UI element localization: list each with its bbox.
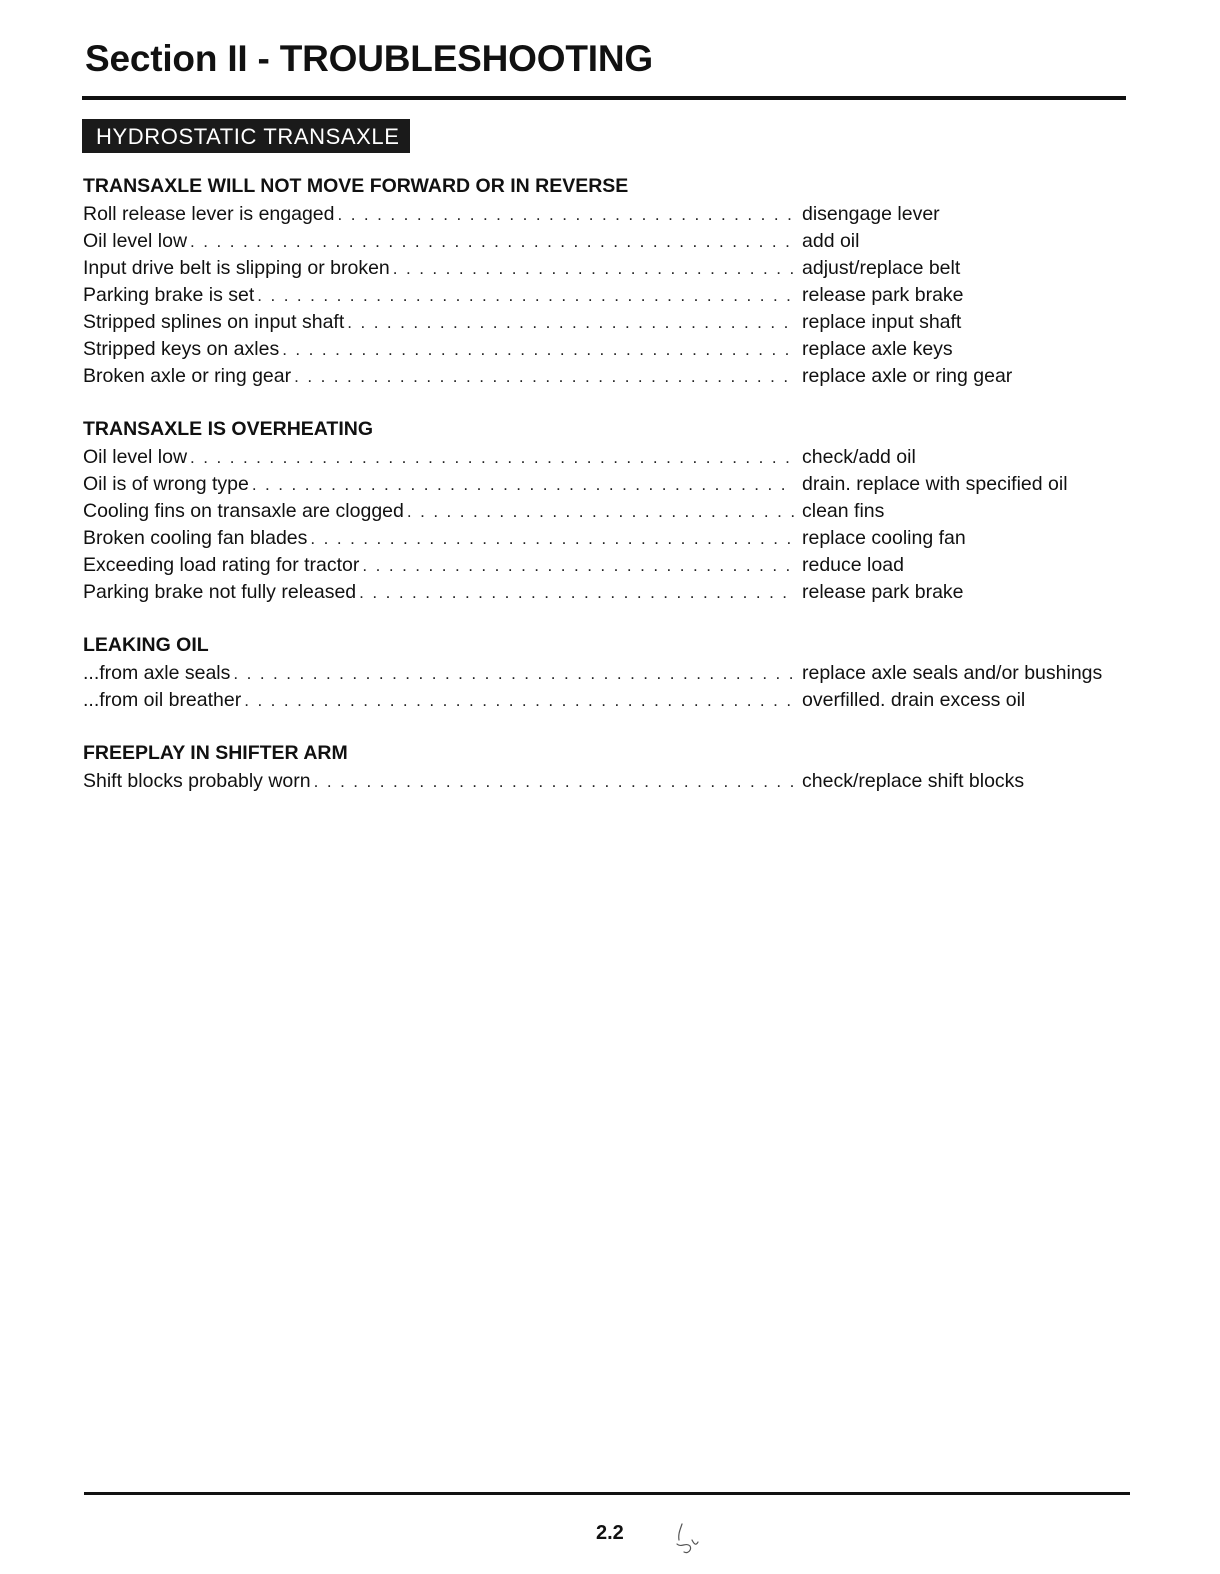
solution-text: overfilled. drain excess oil [802,689,1026,711]
solution-text: check/replace shift blocks [802,770,1025,792]
trouble-row [83,309,1143,336]
dot-leader [311,768,795,795]
dot-leader [254,282,795,309]
problem-text: Broken axle or ring gear [83,365,292,387]
problem-text: Roll release lever is engaged [83,203,335,225]
solution-text: check/add oil [802,446,916,468]
solution-text: adjust/replace belt [802,257,961,279]
trouble-row [83,552,1143,579]
trouble-row [83,579,1143,606]
trouble-row [83,687,1143,714]
solution-text: reduce load [802,554,904,576]
dot-leader [279,336,795,363]
problem-text: Exceeding load rating for tractor [83,554,360,576]
dot-leader [307,525,795,552]
group-heading: TRANSAXLE IS OVERHEATING [83,418,373,440]
problem-text: Stripped splines on input shaft [83,311,345,333]
trouble-row [83,282,1143,309]
trouble-row [83,768,1143,795]
solution-text: release park brake [802,581,964,603]
dot-leader [249,471,795,498]
problem-text: ...from axle seals [83,662,231,684]
solution-text: release park brake [802,284,964,306]
handwritten-mark-icon [672,1522,702,1558]
trouble-row [83,660,1143,687]
section-banner: HYDROSTATIC TRANSAXLE [82,119,410,153]
dot-leader [390,255,795,282]
trouble-row [83,471,1143,498]
solution-text: replace input shaft [802,311,962,333]
problem-text: Parking brake not fully released [83,581,357,603]
dot-leader [334,201,795,228]
solution-text: replace axle keys [802,338,953,360]
problem-text: ...from oil breather [83,689,242,711]
dot-leader [291,363,795,390]
dot-leader [344,309,795,336]
trouble-group-no-movement [83,173,1143,390]
page-title: Section II - TROUBLESHOOTING [85,38,653,79]
footer-divider [84,1492,1130,1495]
dot-leader [230,660,795,687]
dot-leader [187,444,795,471]
title-divider [82,96,1126,100]
problem-text: Parking brake is set [83,284,255,306]
group-heading: LEAKING OIL [83,634,209,656]
solution-text: drain. replace with specified oil [802,473,1068,495]
problem-text: Stripped keys on axles [83,338,280,360]
problem-text: Broken cooling fan blades [83,527,308,549]
problem-text: Oil level low [83,446,188,468]
trouble-group-leaking-oil [83,632,1143,714]
solution-text: replace axle seals and/or bushings [802,662,1103,684]
group-heading: TRANSAXLE WILL NOT MOVE FORWARD OR IN REVERSE [83,175,629,197]
trouble-row [83,336,1143,363]
trouble-row [83,444,1143,471]
trouble-row [83,228,1143,255]
trouble-group-shifter-freeplay [83,740,1143,795]
problem-text: Shift blocks probably worn [83,770,311,792]
solution-text: add oil [802,230,860,252]
dot-leader [356,579,795,606]
trouble-row [83,498,1143,525]
solution-text: disengage lever [802,203,940,225]
trouble-row [83,201,1143,228]
solution-text: replace cooling fan [802,527,966,549]
troubleshooting-table [83,173,1143,821]
trouble-row [83,255,1143,282]
group-heading: FREEPLAY IN SHIFTER ARM [83,742,348,764]
dot-leader [241,687,795,714]
problem-text: Input drive belt is slipping or broken [83,257,390,279]
problem-text: Oil is of wrong type [83,473,249,495]
dot-leader [187,228,795,255]
trouble-group-overheating [83,416,1143,606]
page-number: 2.2 [596,1522,624,1544]
problem-text: Cooling fins on transaxle are clogged [83,500,404,522]
problem-text: Oil level low [83,230,188,252]
trouble-row [83,525,1143,552]
solution-text: replace axle or ring gear [802,365,1013,387]
solution-text: clean fins [802,500,885,522]
dot-leader [359,552,795,579]
dot-leader [404,498,795,525]
trouble-row [83,363,1143,390]
